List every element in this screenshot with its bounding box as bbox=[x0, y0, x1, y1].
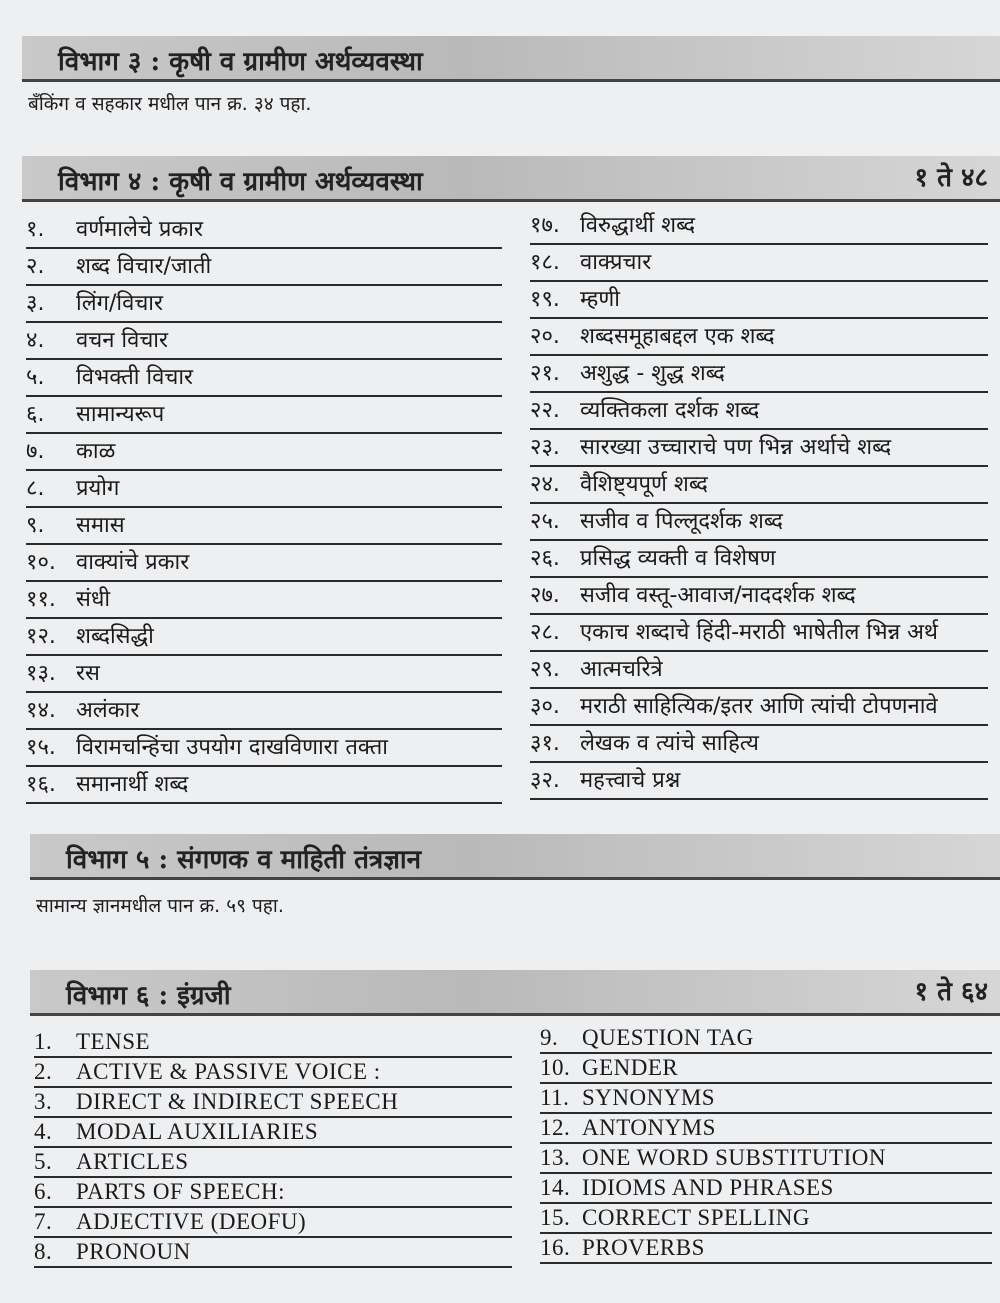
item-text: PROVERBS bbox=[582, 1235, 705, 1260]
item-text: संधी bbox=[76, 587, 111, 612]
section-4-title: विभाग ४ : कृषी व ग्रामीण अर्थव्यवस्था bbox=[58, 167, 423, 197]
item-text: MODAL AUXILIARIES bbox=[76, 1119, 319, 1144]
item-text: प्रयोग bbox=[76, 476, 120, 501]
list-item bbox=[540, 1234, 992, 1264]
item-text: वचन विचार bbox=[76, 328, 169, 353]
list-item bbox=[26, 693, 502, 730]
item-text: शब्दसिद्धी bbox=[76, 624, 154, 649]
list-item bbox=[530, 652, 988, 689]
list-item bbox=[26, 434, 502, 471]
list-item bbox=[26, 730, 502, 767]
item-number: ५. bbox=[26, 365, 45, 390]
item-number: 4. bbox=[34, 1119, 53, 1144]
item-number: 7. bbox=[34, 1209, 53, 1234]
item-text: वाक्प्रचार bbox=[580, 250, 652, 275]
item-text: CORRECT SPELLING bbox=[582, 1205, 811, 1230]
section-4-range: १ ते ४८ bbox=[914, 163, 988, 193]
section-6-left-list bbox=[34, 1028, 512, 1268]
item-text: सजीव व पिल्लूदर्शक शब्द bbox=[580, 509, 783, 534]
item-number: ४. bbox=[26, 328, 45, 353]
item-number: १६. bbox=[26, 772, 56, 797]
item-number: 6. bbox=[34, 1179, 53, 1204]
item-number: २५. bbox=[530, 509, 560, 534]
item-number: 11. bbox=[540, 1085, 570, 1110]
list-item bbox=[540, 1024, 992, 1054]
item-number: १४. bbox=[26, 698, 56, 723]
item-text: महत्त्वाचे प्रश्न bbox=[580, 768, 681, 793]
list-item bbox=[26, 212, 502, 249]
list-item bbox=[540, 1084, 992, 1114]
item-number: ३. bbox=[26, 291, 45, 316]
list-item bbox=[26, 767, 502, 804]
item-text: म्हणी bbox=[580, 287, 620, 312]
list-item bbox=[530, 615, 988, 652]
list-item bbox=[34, 1148, 512, 1178]
list-item bbox=[530, 541, 988, 578]
item-number: १७. bbox=[530, 213, 560, 238]
list-item bbox=[26, 545, 502, 582]
item-number: २८. bbox=[530, 620, 560, 645]
list-item bbox=[530, 393, 988, 430]
item-number: 2. bbox=[34, 1059, 53, 1084]
item-number: २६. bbox=[530, 546, 560, 571]
list-item bbox=[26, 656, 502, 693]
item-number: २७. bbox=[530, 583, 560, 608]
item-text: प्रसिद्ध व्यक्ती व विशेषण bbox=[580, 546, 776, 571]
item-number: 9. bbox=[540, 1025, 559, 1050]
section-5-title: विभाग ५ : संगणक व माहिती तंत्रज्ञान bbox=[66, 845, 422, 875]
item-number: २१. bbox=[530, 361, 560, 386]
item-number: २. bbox=[26, 254, 45, 279]
list-item bbox=[34, 1118, 512, 1148]
item-text: वाक्यांचे प्रकार bbox=[76, 550, 190, 575]
list-item bbox=[34, 1238, 512, 1268]
list-item bbox=[530, 208, 988, 245]
item-text: वर्णमालेचे प्रकार bbox=[76, 217, 203, 242]
item-number: ७. bbox=[26, 439, 45, 464]
section-6-header bbox=[30, 970, 1000, 1016]
list-item bbox=[26, 286, 502, 323]
list-item bbox=[540, 1174, 992, 1204]
item-text: समानार्थी शब्द bbox=[76, 772, 189, 797]
item-text: ANTONYMS bbox=[582, 1115, 716, 1140]
section-3-title: विभाग ३ : कृषी व ग्रामीण अर्थव्यवस्था bbox=[58, 47, 423, 77]
item-number: 13. bbox=[540, 1145, 571, 1170]
list-item bbox=[26, 471, 502, 508]
item-number: ३१. bbox=[530, 731, 560, 756]
item-number: 5. bbox=[34, 1149, 53, 1174]
section-6-title: विभाग ६ : इंग्रजी bbox=[66, 981, 231, 1011]
item-text: विरुद्धार्थी शब्द bbox=[580, 213, 696, 238]
list-item bbox=[530, 467, 988, 504]
list-item bbox=[530, 763, 988, 800]
item-text: PRONOUN bbox=[76, 1239, 191, 1264]
item-text: TENSE bbox=[76, 1029, 151, 1054]
item-number: ३२. bbox=[530, 768, 560, 793]
item-number: ९. bbox=[26, 513, 45, 538]
list-item bbox=[540, 1204, 992, 1234]
section-3-note: बँकिंग व सहकार मधील पान क्र. ३४ पहा. bbox=[28, 93, 312, 115]
section-3-header bbox=[22, 36, 1000, 82]
item-text: SYNONYMS bbox=[582, 1085, 716, 1110]
list-item bbox=[530, 689, 988, 726]
item-number: 16. bbox=[540, 1235, 571, 1260]
item-text: विरामचन्हिंचा उपयोग दाखविणारा तक्ता bbox=[76, 735, 388, 760]
item-text: DIRECT & INDIRECT SPEECH bbox=[76, 1089, 399, 1114]
item-text: ACTIVE & PASSIVE VOICE : bbox=[76, 1059, 381, 1084]
item-text: काळ bbox=[76, 439, 116, 464]
list-item bbox=[26, 323, 502, 360]
item-number: 10. bbox=[540, 1055, 571, 1080]
item-text: लेखक व त्यांचे साहित्य bbox=[580, 731, 759, 756]
item-number: १३. bbox=[26, 661, 56, 686]
item-text: मराठी साहित्यिक/इतर आणि त्यांची टोपणनावे bbox=[580, 694, 938, 719]
list-item bbox=[34, 1208, 512, 1238]
item-text: एकाच शब्दाचे हिंदी-मराठी भाषेतील भिन्न अर्थ bbox=[580, 620, 938, 645]
list-item bbox=[540, 1114, 992, 1144]
item-number: ११. bbox=[26, 587, 56, 612]
list-item bbox=[530, 245, 988, 282]
list-item bbox=[540, 1144, 992, 1174]
list-item bbox=[26, 360, 502, 397]
item-text: GENDER bbox=[582, 1055, 679, 1080]
item-text: IDIOMS AND PHRASES bbox=[582, 1175, 834, 1200]
item-text: अशुद्ध - शुद्ध शब्द bbox=[580, 361, 725, 386]
list-item bbox=[26, 582, 502, 619]
item-text: वैशिष्ट्यपूर्ण शब्द bbox=[580, 472, 708, 497]
item-text: व्यक्तिकला दर्शक शब्द bbox=[580, 398, 760, 423]
list-item bbox=[530, 356, 988, 393]
item-text: ONE WORD SUBSTITUTION bbox=[582, 1145, 886, 1170]
item-text: सजीव वस्तू-आवाज/नाददर्शक शब्द bbox=[580, 583, 856, 608]
item-text: PARTS OF SPEECH: bbox=[76, 1179, 286, 1204]
item-text: सारख्या उच्चाराचे पण भिन्न अर्थाचे शब्द bbox=[580, 435, 892, 460]
list-item bbox=[530, 282, 988, 319]
item-number: 3. bbox=[34, 1089, 53, 1114]
item-text: शब्दसमूहाबद्दल एक शब्द bbox=[580, 324, 775, 349]
section-5-note: सामान्य ज्ञानमधील पान क्र. ५९ पहा. bbox=[36, 895, 284, 917]
list-item bbox=[26, 397, 502, 434]
item-number: ८. bbox=[26, 476, 45, 501]
item-number: २०. bbox=[530, 324, 560, 349]
list-item bbox=[34, 1058, 512, 1088]
item-text: QUESTION TAG bbox=[582, 1025, 754, 1050]
item-text: ADJECTIVE (DEOFU) bbox=[76, 1209, 307, 1234]
item-text: विभक्ती विचार bbox=[76, 365, 194, 390]
item-text: अलंकार bbox=[76, 698, 140, 723]
item-number: १९. bbox=[530, 287, 560, 312]
list-item bbox=[34, 1088, 512, 1118]
item-text: शब्द विचार/जाती bbox=[76, 254, 212, 279]
section-4-header bbox=[22, 156, 1000, 202]
item-number: २३. bbox=[530, 435, 560, 460]
item-number: 15. bbox=[540, 1205, 571, 1230]
section-4-right-list bbox=[530, 208, 988, 800]
list-item bbox=[540, 1054, 992, 1084]
item-text: ARTICLES bbox=[76, 1149, 189, 1174]
item-number: २४. bbox=[530, 472, 560, 497]
item-text: रस bbox=[76, 661, 100, 686]
list-item bbox=[34, 1178, 512, 1208]
item-number: २२. bbox=[530, 398, 560, 423]
list-item bbox=[530, 504, 988, 541]
item-number: २९. bbox=[530, 657, 560, 682]
item-number: 14. bbox=[540, 1175, 571, 1200]
item-number: 12. bbox=[540, 1115, 571, 1140]
list-item bbox=[26, 619, 502, 656]
section-6-range: १ ते ६४ bbox=[914, 977, 988, 1007]
list-item bbox=[530, 578, 988, 615]
item-number: १२. bbox=[26, 624, 56, 649]
item-number: १५. bbox=[26, 735, 56, 760]
item-number: १०. bbox=[26, 550, 56, 575]
item-number: 1. bbox=[34, 1029, 53, 1054]
item-text: लिंग/विचार bbox=[76, 291, 164, 316]
item-text: आत्मचरित्रे bbox=[580, 657, 663, 682]
list-item bbox=[26, 249, 502, 286]
list-item bbox=[530, 319, 988, 356]
item-number: १८. bbox=[530, 250, 560, 275]
section-5-header bbox=[30, 834, 1000, 880]
item-number: ३०. bbox=[530, 694, 560, 719]
section-4-left-list bbox=[26, 212, 502, 804]
list-item bbox=[530, 430, 988, 467]
section-6-right-list bbox=[540, 1024, 992, 1264]
list-item bbox=[530, 726, 988, 763]
item-text: समास bbox=[76, 513, 125, 538]
item-number: १. bbox=[26, 217, 45, 242]
list-item bbox=[34, 1028, 512, 1058]
item-number: ६. bbox=[26, 402, 45, 427]
item-number: 8. bbox=[34, 1239, 53, 1264]
list-item bbox=[26, 508, 502, 545]
item-text: सामान्यरूप bbox=[76, 402, 165, 427]
